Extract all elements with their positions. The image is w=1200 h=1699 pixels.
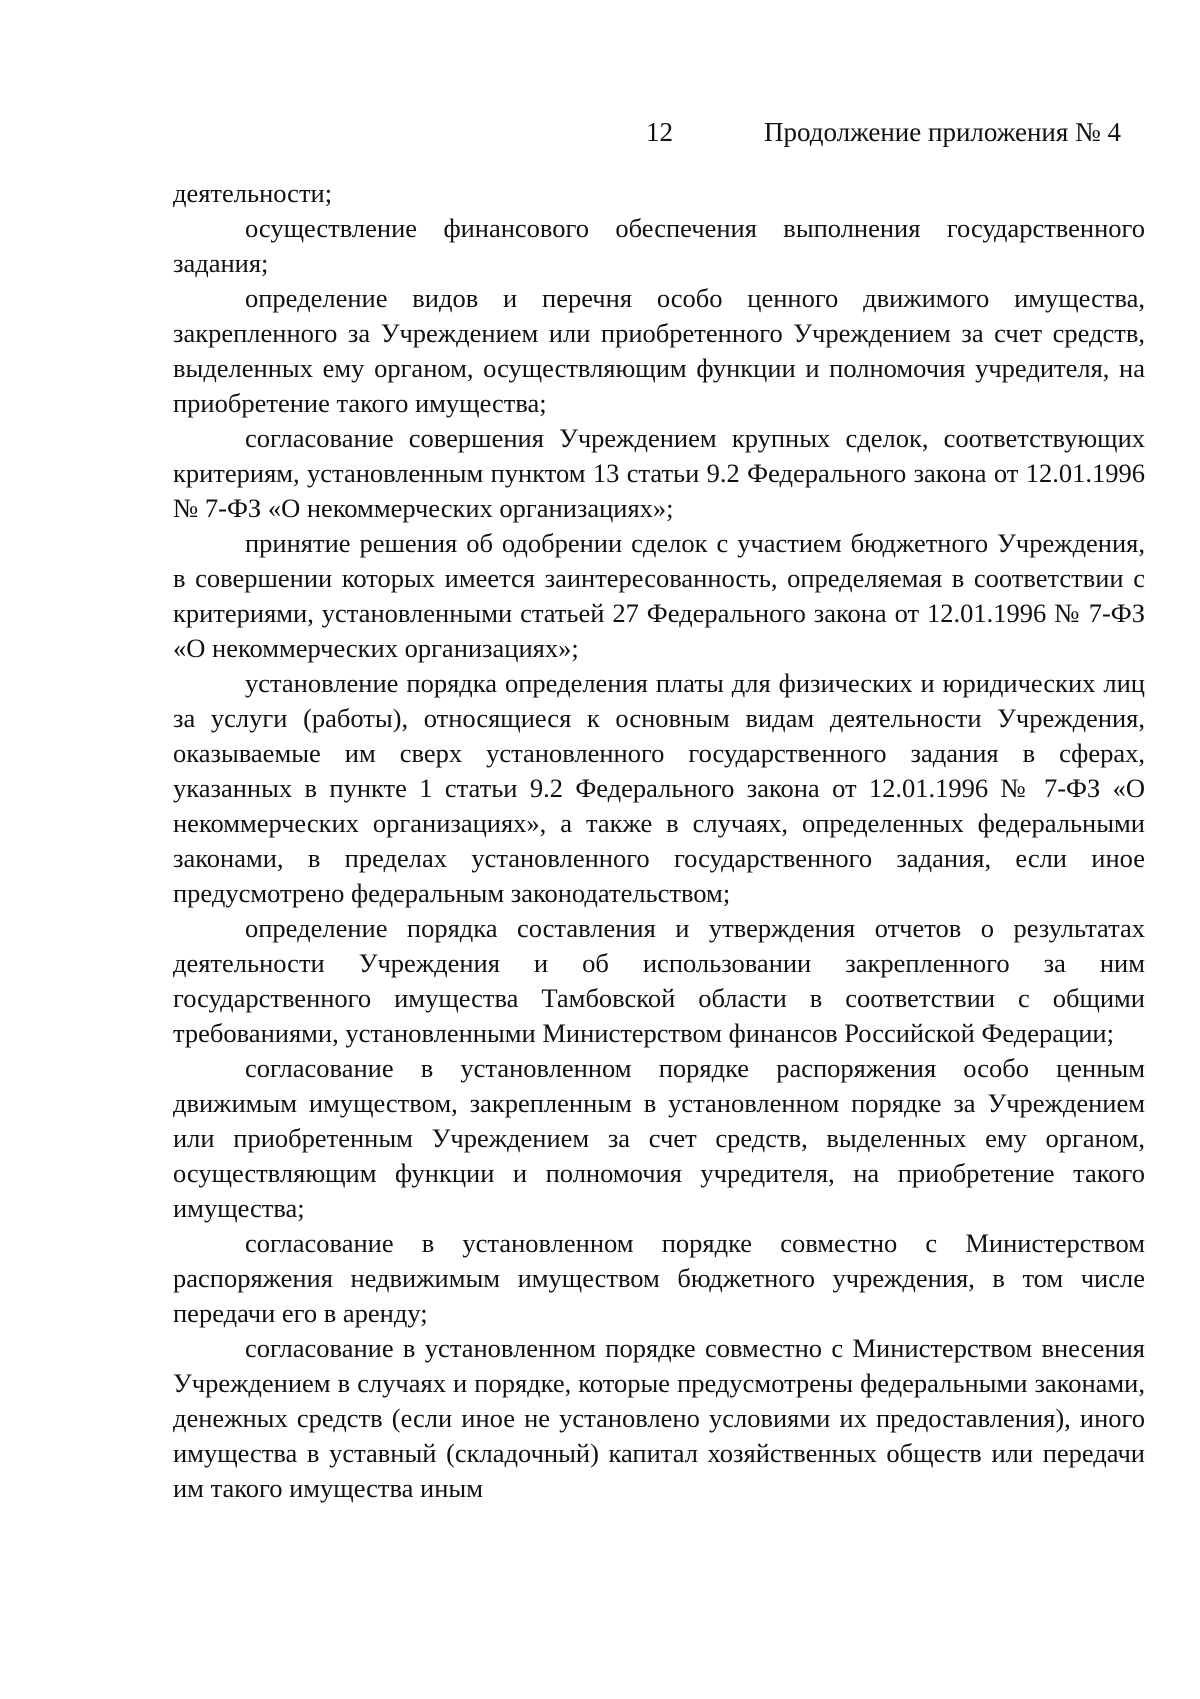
paragraph-continuation: деятельности;	[173, 178, 333, 208]
page-number: 12	[646, 117, 673, 147]
paragraph-major-deals: согласование совершения Учреждением крупных сделок, соответствующих критериям, установленным пунктом 13 статьи 9.2 Федерального закона от 12.01.1996 № 7-ФЗ «О некоммерческих организациях»;	[173, 423, 1145, 523]
paragraph-interested-deals: принятие решения об одобрении сделок с участием бюджетного Учреждения, в совершении которых имеется заинтересованность, определяемая в соответствии с критериями, установленными статьей 27 Федерального закона от 12.01.1996 № 7-ФЗ «О некоммерческих организациях»;	[173, 528, 1145, 663]
page-header	[0, 112, 1200, 152]
paragraph-movable-property: согласование в установленном порядке распоряжения особо ценным движимым имуществом, закрепленным в установленном порядке за Учреждением или приобретенным Учреждением за счет средств, выделенных ему органом, осуществляющим функции и полномочия учредителя, на приобретение такого имущества;	[173, 1053, 1145, 1223]
body-text	[173, 176, 1145, 1506]
appendix-caption: Продолжение приложения № 4	[764, 117, 1122, 147]
paragraph-financial-support: осуществление финансового обеспечения выполнения государственного задания;	[173, 213, 1145, 278]
paragraph-fee-procedure: установление порядка определения платы для физических и юридических лиц за услуги (работы), относящиеся к основным видам деятельности Учреждения, оказываемые им сверх установленного государственного задания в сферах, указанных в пункте 1 статьи 9.2 Федерального закона от 12.01.1996 № 7-ФЗ «О некоммерческих организациях», а также в случаях, определенных федеральными законами, в пределах установленного государственного задания, если иное предусмотрено федеральным законодательством;	[173, 668, 1145, 908]
paragraph-reporting: определение порядка составления и утверждения отчетов о результатах деятельности Учреждения и об использовании закрепленного за ним государственного имущества Тамбовской области в соответствии с общими требованиями, установленными Министерством финансов Российской Федерации;	[173, 913, 1145, 1048]
paragraph-capital-contribution: согласование в установленном порядке совместно с Министерством внесения Учреждением в случаях и порядке, которые предусмотрены федеральными законами, денежных средств (если иное не установлено условиями их предоставления), иного имущества в уставный (складочный) капитал хозяйственных обществ или передачи им такого имущества иным	[173, 1333, 1145, 1503]
paragraph-valuable-property: определение видов и перечня особо ценного движимого имущества, закрепленного за Учреждением или приобретенного Учреждением за счет средств, выделенных ему органом, осуществляющим функции и полномочия учредителя, на приобретение такого имущества;	[173, 283, 1145, 418]
paragraph-real-estate: согласование в установленном порядке совместно с Министерством распоряжения недвижимым имуществом бюджетного учреждения, в том числе передачи его в аренду;	[173, 1228, 1145, 1328]
